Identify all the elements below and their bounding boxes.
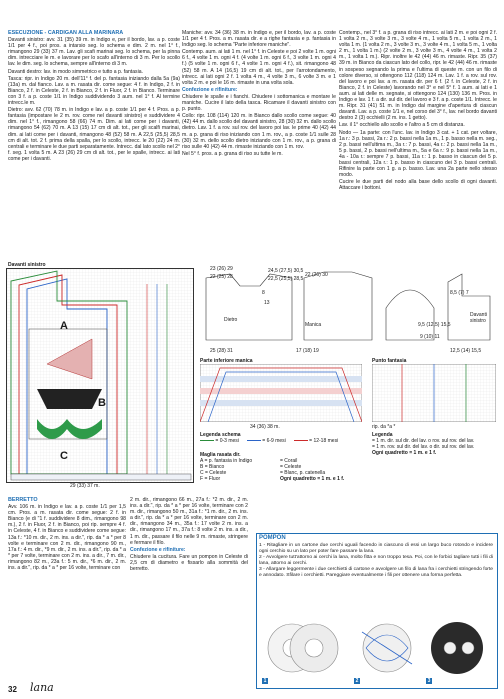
lower-sleeve-width: 34 (36) 38 m. [250, 424, 280, 430]
text-paragraph: Tasca: ripr. in Indigo 20 m. dell'11° f. del p. fantasia iniziando dalla 5a (9a) (13a) m. dal fianco. Lav. a m. rasata dir. come segue: 4 f. in Indigo, 2 f. in Bianco, 2 f. in Celeste, 2 f. in Bianco, 2 f. in Fluor, 2 f. in Bianco. Terminare con 3 f. a p. coste 1/1 in Indigo suddividendo 3 aum. nel 1° f. Al termine intrecc.le m. [8, 75, 180, 107]
legend-color-c: C = Celeste [200, 470, 227, 476]
text-paragraph: Dietro: avv. 62 (70) 78 m. in Indigo e lav. a p. coste 1/1 per 4 f. Pros. a p. fantasia (impostare le 2 m. rov. come nel davanti sinistro) e suddividere 4 dim. nel 1° f., rimangono 58 (66) 74 m. Dim. ai lati come per i davanti, rimangono 54 (62) 70 m. A 13 (15) 17 cm di alt. tot., per gli scalfi marinai, dim. ai lati come per i davanti, rimangono 48 (52) 58 m. A 22,5 (25,5) 28,5 cm di alt. tot. 2 f. prima della spalla, per lo scollo, intrecc. le 20 (22) 24 m. centrali e terminare le due parti separatamente. Intrecc. dal lato scollo nel 2° f. seg. 1 volta 5 m. A 23 (26) 29 cm di alt. tot., per le spalle, intrecc. ai lati come per i davanti. [8, 107, 180, 162]
text-paragraph: Davanti sinistro: avv. 31 (35) 39 m. in Indigo e, per il bordo, lav. a p. coste 1/1 per 4 f., poi pros. a intarsio seg. lo schema e dim. 2 m. nel 1° f., rimangono 29 (33) 37 m. Lav. gli scafi marinai seg. lo schema, per la pinna dim. intrecciare le m. e lavorare per lo scafo all'interno di 3 m. Per lo scollo lav. le dim. seg. lo schema, sempre all'interno di 3 m. [8, 37, 180, 68]
legend-punto-1: = 1 m. dir. sul dir. del lav. o rov. sul rov. del lav. [372, 438, 475, 444]
legend-extra-title: Ogni quadretto = 1 m. e 1 f. [280, 476, 345, 482]
text-paragraph: Lav. il 1° occhiello allo scollo e l'altro a 5 cm di distanza. [339, 122, 465, 129]
pompon-illustration [262, 612, 492, 684]
measure-sleeve-width: 17 (18) 19 [296, 348, 319, 354]
measure-sleeve-top: 22 (26) 30 [305, 272, 328, 278]
measure-dim-c: 8,5 (7) 7 [450, 290, 469, 296]
legend-color-a: A = p. fantasia in Indigo [200, 458, 253, 464]
measure-front-width: 25 (28) 31 [210, 348, 233, 354]
pompon-instructions [259, 543, 493, 579]
legend-extra-1: = Corail [280, 458, 298, 464]
page-number: 32 [8, 685, 17, 694]
measure-dim-b: 9 (10) 11 [420, 334, 440, 340]
schematic-label-back: Dietro [224, 317, 238, 323]
text-paragraph: Maniche: avv. 34 (36) 38 m. in Indigo e, per il bordo, lav. a p. coste 1/1 per 4 f. Pros. a m. rasata dir. e a righe fantasia e p. fantasia in Indigo seg. lo schema "Parte inferiore maniche". [182, 30, 336, 49]
magazine-logo: lana [30, 681, 54, 694]
legend-punto-2: = 1 m. rov. sul dir. del lav. o dir. sul rov. del lav. [372, 444, 475, 450]
text-paragraph: 2 m. dir., rimangono 66 m., 27a f.: *2 m. dir., 2 m. ins. a dir.", rip. da * a * per 16 volte, terminare con 2 m. dir., rimangono 50 m., 31a f.: *1 m. dir., 2 m. ins. a dir.", rip. da * a * per 16 volte, terminare con 2 m. dir., rimangono 34 m., 35a f.: 17 volte 2 m. ins. a dir., rimangono 17 m., 37a f.: 8 volte 2 m. ins. a dir., 1 m. dir., passare il filo nelle 9 m. rimaste, stringere e fermare il filo. [130, 497, 248, 546]
pompon-step-1: 1 - Ritagliare in un cartone due cerchi uguali facendo in ciascuno di essi un largo buco rotondo e incidere ogni cerchio su un lato per poter fare passare la lana. [259, 543, 493, 554]
section-heading: Confezione e rifiniture: [130, 546, 186, 553]
pattern-repeat-label: rip. da *a * [372, 424, 396, 430]
lower-sleeve-chart [200, 364, 362, 422]
article-title: ESECUZIONE - CARDIGAN ALLA MARINARA [8, 30, 124, 36]
text-paragraph: Davanti destro: lav. in modo simmetrico e tutto a p. fantasia. [8, 68, 143, 75]
legend-punto-footer: Ogni quadretto = 1 m. e 1 f. [372, 450, 437, 456]
legend-color-f: F = Fluor [200, 476, 221, 482]
text-paragraph: Chiudere la cucitura. Fare un pompon in Celeste di 2,5 cm di diametro e fissarlo alla sommità del berretto. [130, 553, 248, 573]
berretto-title: BERRETTO [8, 497, 38, 503]
text-paragraph: Contemp. aum. ai lati 1 m. nel 1° f. in Celeste e poi 2 volte 1 m. ogni 6 f., 4 volte 1 m. ogni 4 f. (4 volte 1 m. ogni 6 f., 3 volte 1 m. ogni 4 f.) (5 volte 1 m. ogni 6 f., 4 volte 1 m. ogni 4 f.), sit. rimangono 48 (52) 58 m. A 14 (16,5) 19 cm di alt. tot., per l'arrotondamento, intrecc. ai lati ogni 2 f. 1 volta 4 m., 4 volte 3 m., 6 volte 3 m. e 1 volta 2 m. e poi le 16 m. rimaste in una volta sola. [182, 49, 336, 86]
measure-back-width: 12,5 (14) 15,5 [450, 348, 482, 354]
legend-size-1: = 0-3 mesi [200, 438, 239, 444]
text-paragraph: Collo: ripr. 108 (114) 120 m. in Bianco dallo scollo come segue: 40 (42) 44 m. dallo scollo del davanti sinistro, 28 (30) 32 m. dallo scollo dietro. Lav. 1 f. a rov. sul rov. del lavoro poi lav. le prime 40 (42) 44 m. a p. grana di riso iniziando con 1 m. rov., a p. coste 1/1 sulle 28 (30) 32 m. dello scollo dietro iniziando con 1 m. rov., a p. grana di riso sulle 40 (42) 44 m. rimaste iniziando con 1 m. rov. [182, 113, 336, 150]
text-paragraph: Contemp., nel 3° f. a p. grana di riso intrecc. ai lati 2 m. e poi ogni 2 f. 1 volta 2 m., 3 volte 3 m., 3 volte 4 m., 1 volta 5 m., 1 volta 2 m., 1 volta 1 m. (1 volta 2 m., 3 volte 3 m., 3 volte 4 m., 1 volta 5 m., 1 volta 2 m., 1 volta 1 m.) (2 volte 2 m., 3 volte 3 m., 4 volte 4 m., 1 volta 2 m., 1 volta 1 m.). Ripr. inoltre le 42 (44) 46 m. rimaste. Ripr. 35 (37) 39 m. in Bianco da ciascun lato del collo, ripr. le 42 (44) 46 m. rimaste in sospeso segnando la prima e l'ultima di queste m. con un filo di colore diverso, si ottengono 112 (118) 124 m. Lav. 1 f. a rov. sul rov. del lavoro e poi lav. a m. rasata dir. per 6 f. (2 f. in Celeste, 2 f. in Bianco, 2 f. in Celeste) lavorando nel 3° e nel 5° f. 1 aum. ai lati e 1 aum. ai lati delle m. segnate, si ottengono 124 (130) 136 m. Pros. in Indigo e lav. 1 f. a dir. sul dir. del lavoro e 3 f. a p. coste 1/1. Intrecc. le m. Ripr. 31 (41) 51 m. in Indigo dal margine d'apertura di ciascun davanti. Lav. a p. coste 1/1 e, nel corso del 3° f., lav. nel bordo davanti destro 2 (3) occhielli (2 m. ins. 1 getto). [339, 30, 497, 122]
step-number-2: 2 [355, 678, 359, 684]
legend-colors-title: Maglia rasata dir. [200, 452, 241, 458]
legend-punto-title: Legenda [372, 432, 393, 438]
measure-back-neck: 22,5 (25,5) 28,5 [268, 276, 304, 282]
measure-sleeve-len: 13 [264, 300, 270, 306]
measure-front-top: 23 (26) 29 [210, 266, 233, 272]
chart-title: Davanti sinistro [8, 262, 46, 268]
pompon-step-2: 2 - Avvolgere tutt'attorno ai cerchi la lana, molto fitta e non troppo tesa. Poi, con le forbici tagliare tutti i fili di lana, attorno ai cerchi. [259, 555, 493, 566]
schematic-label-sleeve: Manica [305, 322, 322, 328]
text-paragraph: Nel 5° f. pros. a p. grana di riso su tutte le m. [182, 150, 283, 157]
zone-label-a: A [60, 320, 68, 332]
legend-size-2: = 6-9 mesi [247, 438, 286, 444]
legend-punto [372, 432, 496, 456]
chart-width-label: 29 (33) 37 m. [70, 483, 100, 489]
measure-shoulder: 8 [262, 290, 265, 296]
legend-color-b: B = Bianco [200, 464, 225, 470]
text-paragraph: Chiudere le spalle e i fianchi. Chiudere i sottomanica e montare le maniche. Cucire il lato della tasca. Ricamare il davanti sinistro con p. punto. [182, 93, 336, 113]
pattern-title: Punto fantasia [372, 358, 407, 364]
column-3 [339, 30, 497, 262]
legend-extra-3: = Blanc, p. catenella [280, 470, 326, 476]
step-number-1: 1 [263, 678, 267, 684]
knitting-chart [6, 268, 194, 483]
text-paragraph: Cucire le due parti del nodo alla base dello scollo di ogni davanti. Attaccare i bottoni. [339, 179, 497, 192]
column-2 [182, 30, 336, 262]
zone-label-b: B [98, 397, 106, 409]
schematic-label-front: Davanti sinistro [470, 312, 487, 324]
legend-schema [200, 432, 338, 444]
garment-schematic [200, 268, 500, 346]
legend-schema-title: Legenda schema [200, 432, 241, 438]
measure-front-neck: 22 (25) 28 [210, 274, 233, 280]
section-heading: Confezione e rifiniture: [182, 86, 238, 93]
pattern-chart [372, 364, 496, 422]
legend-size-3: = 12-18 mesi [294, 438, 338, 444]
legend-colors [200, 452, 280, 482]
pompon-step-3: 3 - Allargare leggermente i due cerchietti di cartone e avvolgere un filo di lana fra i cerchietti stringendo forte e annodato. Sfilare i cerchietti. Pareggiare eventualmente i fili per ottenere una forma perfetta. [259, 567, 493, 578]
berretto-col-2 [130, 497, 248, 679]
pompon-title: POMPON [259, 535, 286, 541]
measure-dim-a: 9,5 (12,5) 15,5 [418, 322, 451, 328]
text-paragraph: Nodo — 1a parte: con l'unc. lav. in Indigo 3 cat. + 1 cat. per voltare, 1a r.: 3 p. bassi, 2a r.: 2 p. bassi nella 1a m., 1 p. basso nella m. seg., 2 p. bassi nell'ultima m., 3a r.: 7 p. bassi, 4a r.: 2 p. bassi nella 1a m., 5 p. bassi, 2 p. bassi nell'ultima m., 5a e 6a r.: 9 p. bassi nella 1a m., 4a - 10a r.: sempre 7 p. bassi, 11a r.: 1 p. basso in ciascun dei 5 p. bassi centrali, 12a r.: 1 p. basso in ciascuno dei 3 p. bassi centrali. Rifinire la parte con 1 g. a p. basso. Lav. una 2a parte nello stesso modo. [339, 129, 497, 179]
legend-extra-2: = Celeste [280, 464, 302, 470]
step-number-3: 3 [427, 678, 431, 684]
berretto-col-1 [8, 497, 126, 679]
measure-back-top: 24,5 (27,5) 30,5 [268, 268, 304, 274]
zone-label-c: C [60, 450, 68, 462]
legend-extra [280, 458, 360, 482]
column-1 [8, 30, 180, 262]
text-paragraph: Avv. 106 m. in Indigo e lav. a p. coste 1/1 per 1,5 cm. Pros. a m. rasata dir. come segue: 2 f. in Bianco (e di "1 f. suddividere 8 dim., rimangono 98 m.), 2 f. in Fluor, 2 f. in Bianco, poi rip. sempre 4 f. in Celeste, 4 f. in Bianco e suddividere come segue: 13a f.: *10 m. dir., 2 m. ins. a dir.", rip. da * a * per 8 volte e terminare con 2 m. dir., rimangono 90 m., 17a f.: 4 m. dir., *9 m. dir., 2 m. ins. a dir.", rip. da * a * per 7 volte, terminare con 2 m. ins. a dir., 7 m. dir., rimangono 82 m., 23a f.: 5 m. dir., *6 m. dir., 2 m. ins. a dir.", rip. da * a * per 16 volte, terminare con [8, 504, 126, 572]
lower-sleeve-title: Parte inferiore manica [200, 358, 253, 364]
